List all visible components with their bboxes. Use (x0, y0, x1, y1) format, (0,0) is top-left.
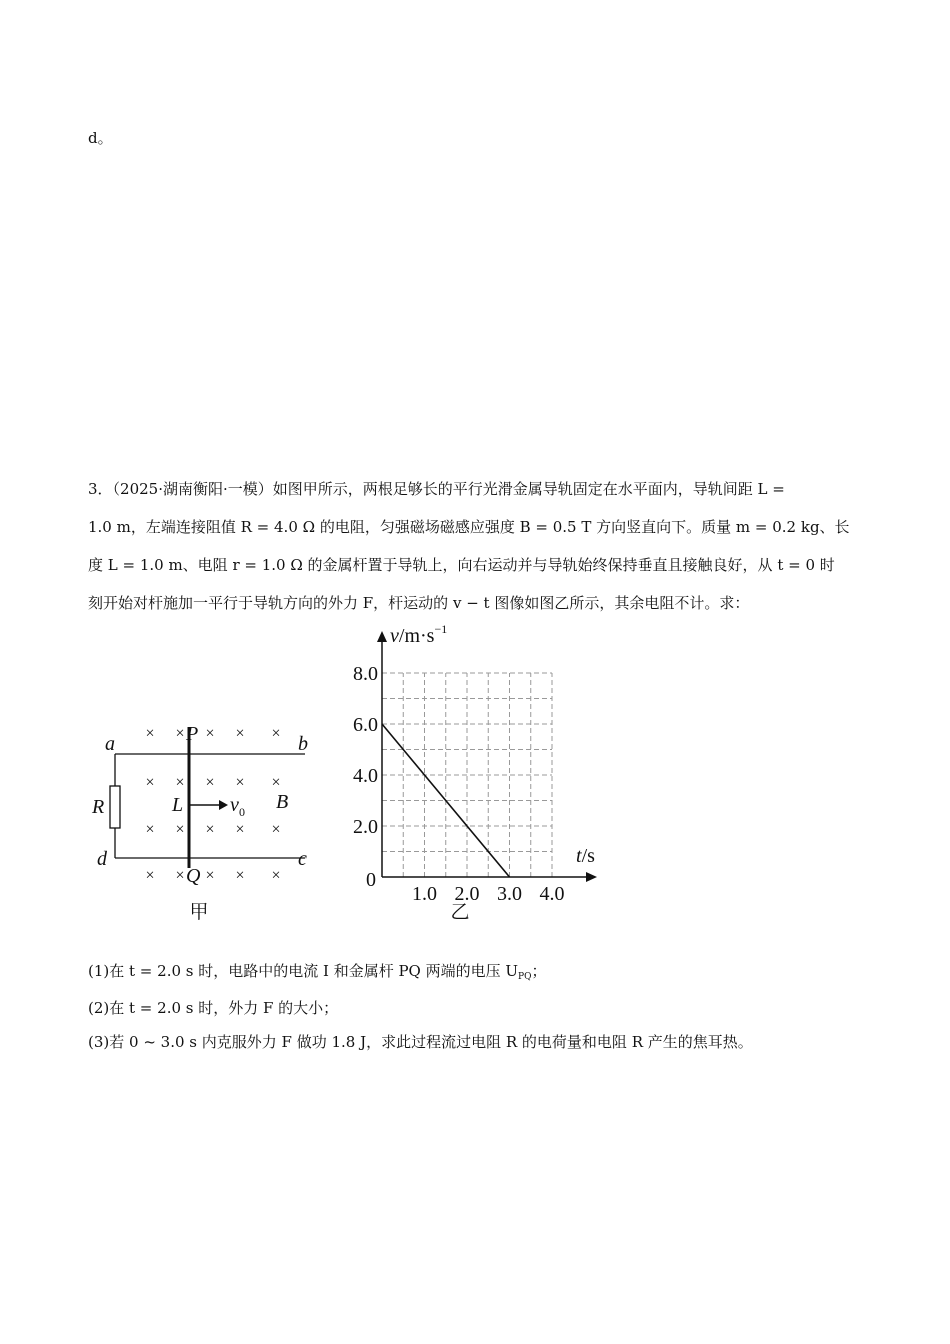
question-1-subscript: PQ (518, 972, 532, 982)
label-R: R (92, 796, 105, 818)
field-cross: × (205, 821, 215, 838)
figure-a-caption: 甲 (189, 902, 209, 923)
y-axis-arrow (377, 631, 387, 642)
field-cross: × (205, 725, 215, 742)
x-tick-label: 4.0 (539, 883, 565, 905)
field-cross: × (175, 867, 185, 884)
label-v0: v (230, 794, 239, 816)
problem-line-1 (88, 479, 785, 499)
field-cross: × (271, 725, 281, 742)
figure-b-caption: 乙 (450, 902, 470, 923)
label-a: a (105, 733, 115, 755)
label-b: b (298, 733, 308, 755)
question-1 (88, 961, 547, 987)
problem-line-4: 刻开始对杆施加一平行于导轨方向的外力 F，杆运动的 v − t 图像如图乙所示，其余电阻不计。求： (88, 594, 750, 612)
y-tick-label: 6.0 (353, 714, 378, 736)
label-d: d (97, 848, 107, 870)
figure-a-circuit (85, 715, 330, 925)
field-cross: × (271, 774, 281, 791)
field-cross: × (145, 725, 155, 742)
problem-text-1: 如图甲所示，两根足够长的平行光滑金属导轨固定在水平面内，导轨间距 L = (272, 480, 785, 498)
field-cross: × (175, 725, 185, 742)
problem-line-3: 度 L = 1.0 m、电阻 r = 1.0 Ω 的金属杆置于导轨上，向右运动并与导轨始终保持垂直且接触良好，从 t = 0 时 (88, 556, 835, 574)
figure-b-vt-chart (335, 625, 605, 925)
field-cross: × (145, 821, 155, 838)
x-tick-label: 1.0 (412, 883, 437, 905)
field-cross: × (145, 774, 155, 791)
label-B: B (276, 791, 289, 813)
y-axis-label: $v/m\cdot s^{-1}$ (390, 625, 448, 647)
field-cross: × (235, 725, 245, 742)
field-cross: × (175, 774, 185, 791)
resistor-R (110, 786, 120, 828)
field-cross: × (235, 867, 245, 884)
y-tick-label: 4.0 (353, 765, 378, 787)
field-cross: × (145, 867, 155, 884)
question-2: (2)在 t = 2.0 s 时，外力 F 的大小； (88, 999, 339, 1017)
label-c: c (298, 848, 307, 870)
y-tick-label: 2.0 (353, 816, 378, 838)
problem-source: （2025·湖南衡阳·一模） (112, 480, 273, 498)
label-Q: Q (186, 865, 201, 887)
field-cross: × (271, 867, 281, 884)
field-cross: × (271, 821, 281, 838)
label-P: P (186, 723, 199, 745)
x-axis-arrow (586, 872, 597, 882)
x-tick-label: 3.0 (497, 883, 522, 905)
question-3: (3)若 0 ~ 3.0 s 内克服外力 F 做功 1.8 J，求此过程流过电阻 R 的电荷量和电阻 R 产生的焦耳热。 (88, 1033, 753, 1051)
y-tick-label: 8.0 (353, 663, 378, 685)
field-cross: × (235, 821, 245, 838)
problem-number: 3． (88, 480, 113, 498)
field-cross: × (205, 867, 215, 884)
label-v0-sub: 0 (239, 805, 245, 819)
x-axis-label: t/s (576, 845, 595, 867)
previous-question-tail: d。 (88, 129, 113, 147)
problem-line-2: 1.0 m，左端连接阻值 R = 4.0 Ω 的电阻，匀强磁场磁感应强度 B = 0.5 T 方向竖直向下。质量 m = 0.2 kg、长 (88, 518, 850, 536)
field-cross: × (235, 774, 245, 791)
label-L: L (172, 794, 184, 816)
field-cross: × (175, 821, 185, 838)
x-tick-label: 2.0 (454, 883, 480, 905)
question-1-text: (1)在 t = 2.0 s 时，电路中的电流 I 和金属杆 PQ 两端的电压 U (88, 962, 519, 980)
origin-label: 0 (366, 869, 376, 891)
question-1-end: ； (531, 962, 547, 980)
field-cross: × (205, 774, 215, 791)
